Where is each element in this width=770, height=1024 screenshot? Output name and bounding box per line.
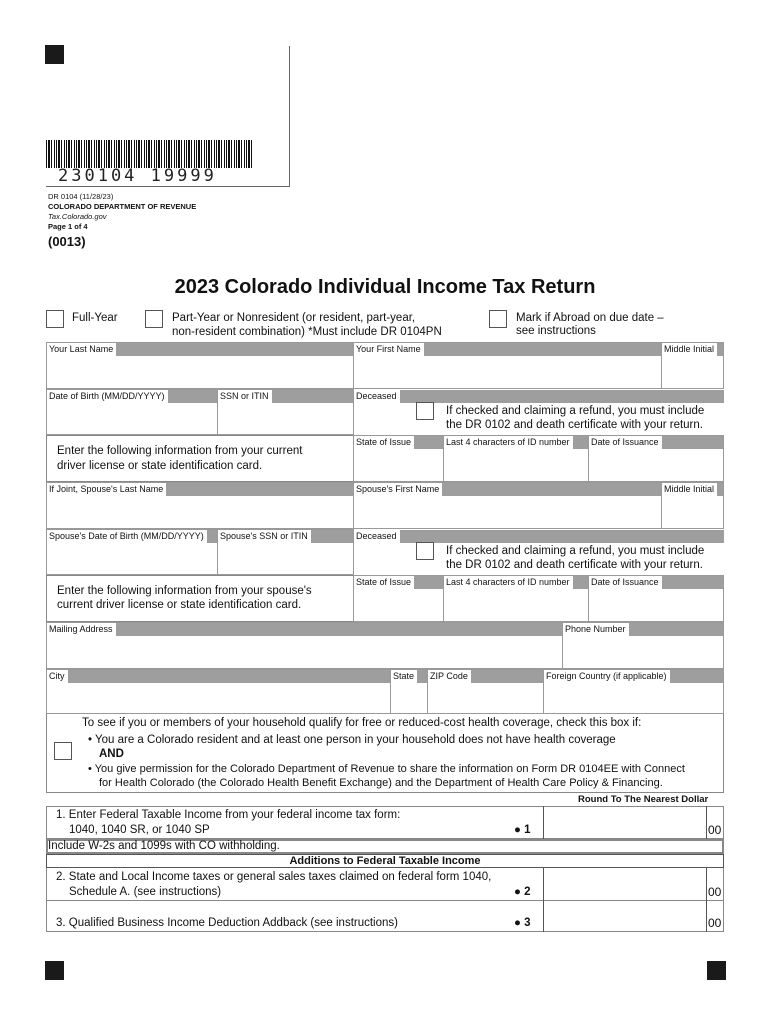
id-last4-label: Last 4 characters of ID number: [444, 436, 588, 449]
line-1-text-b: 1040, 1040 SR, or 1040 SP: [69, 824, 210, 836]
full-year-checkbox[interactable]: [46, 310, 64, 328]
state-of-issue-label: State of Issue: [354, 436, 443, 449]
line-2-number: ● 2: [514, 886, 531, 898]
phone-number-label: Phone Number: [563, 623, 723, 636]
deceased-label: Deceased: [354, 390, 724, 403]
dob-label: Date of Birth (MM/DD/YYYY): [47, 390, 217, 403]
spouse-deceased-note-1: If checked and claiming a refund, you must include: [446, 545, 705, 557]
spouse-last-name-label: If Joint, Spouse's Last Name: [47, 483, 353, 496]
health-coverage-checkbox[interactable]: [54, 742, 72, 760]
abroad-checkbox[interactable]: [489, 310, 507, 328]
line-2-cents: 00: [708, 885, 722, 899]
health-bullet-2b: for Health Colorado (the Colorado Health Benefit Exchange) and the Department of Health Care Policy & Financing.: [99, 777, 663, 789]
zip-code-label: ZIP Code: [428, 670, 543, 683]
id-prompt-2: driver license or state identification card.: [57, 460, 263, 472]
line-1-number: ● 1: [514, 824, 531, 836]
spouse-id-prompt-2: current driver license or state identification card.: [57, 599, 302, 611]
spouse-id-last4-label: Last 4 characters of ID number: [444, 576, 588, 589]
id-prompt-1: Enter the following information from your current: [57, 445, 303, 457]
abroad-label-2: see instructions: [516, 325, 596, 337]
ssn-label: SSN or ITIN: [218, 390, 353, 403]
deceased-note-1: If checked and claiming a refund, you must include: [446, 405, 705, 417]
state-label: State: [391, 670, 427, 683]
line-3-cents: 00: [708, 916, 722, 930]
registration-mark-bottom-right: [707, 961, 726, 980]
line-1-amount-field[interactable]: [543, 806, 707, 839]
spouse-dob-label: Spouse's Date of Birth (MM/DD/YYYY): [47, 530, 217, 543]
health-bullet-2a: • You give permission for the Colorado Department of Revenue to share the information on Form DR 0104EE with Connect: [88, 763, 685, 775]
line-3-text: 3. Qualified Business Income Deduction Addback (see instructions): [56, 917, 398, 929]
spouse-date-of-issuance-label: Date of Issuance: [589, 576, 723, 589]
round-note: Round To The Nearest Dollar: [578, 794, 709, 805]
part-year-label-2: non-resident combination) *Must include DR 0104PN: [172, 326, 442, 338]
line-2-text-b: Schedule A. (see instructions): [69, 886, 222, 898]
deceased-checkbox[interactable]: [416, 402, 434, 420]
spouse-id-prompt-1: Enter the following information from your spouse's: [57, 585, 312, 597]
health-intro: To see if you or members of your household qualify for free or reduced-cost health coverage, check this box if:: [82, 717, 642, 729]
full-year-label: Full-Year: [72, 312, 118, 324]
spouse-deceased-note-2: the DR 0102 and death certificate with your return.: [446, 559, 703, 571]
form-id: DR 0104 (11/28/23): [48, 192, 114, 201]
abroad-label-1: Mark if Abroad on due date –: [516, 312, 664, 324]
mailing-address-label: Mailing Address: [47, 623, 562, 636]
department-name: COLORADO DEPARTMENT OF REVENUE: [48, 202, 197, 211]
barcode: [46, 140, 252, 168]
health-and: AND: [99, 748, 124, 760]
additions-header: Additions to Federal Taxable Income: [46, 854, 724, 868]
line-3-number: ● 3: [514, 917, 531, 929]
line-2-text-a: 2. State and Local Income taxes or general sales taxes claimed on federal form 1040,: [56, 871, 492, 883]
barcode-number: 230104 19999: [58, 166, 217, 186]
header-divider-horizontal: [46, 186, 290, 187]
deceased-note-2: the DR 0102 and death certificate with your return.: [446, 419, 703, 431]
form-code: (0013): [48, 234, 86, 249]
spouse-first-name-label: Spouse's First Name: [354, 483, 661, 496]
part-year-checkbox[interactable]: [145, 310, 163, 328]
foreign-country-label: Foreign Country (if applicable): [544, 670, 723, 683]
line-3-amount-field[interactable]: [543, 901, 707, 932]
last-name-label: Your Last Name: [47, 343, 353, 356]
registration-mark-top-left: [45, 45, 64, 64]
withholding-note: Include W-2s and 1099s with CO withholding.: [48, 840, 280, 852]
header-divider-vertical: [289, 46, 290, 186]
registration-mark-bottom-left: [45, 961, 64, 980]
spouse-middle-initial-label: Middle Initial: [662, 483, 723, 496]
spouse-ssn-label: Spouse's SSN or ITIN: [218, 530, 353, 543]
line-1-text-a: 1. Enter Federal Taxable Income from your federal income tax form:: [56, 809, 401, 821]
part-year-label-1: Part-Year or Nonresident (or resident, part-year,: [172, 312, 416, 324]
page-title: 2023 Colorado Individual Income Tax Return: [174, 276, 596, 298]
spouse-deceased-label: Deceased: [354, 530, 724, 543]
date-of-issuance-label: Date of Issuance: [589, 436, 723, 449]
first-name-label: Your First Name: [354, 343, 661, 356]
spouse-state-of-issue-label: State of Issue: [354, 576, 443, 589]
page-number: Page 1 of 4: [48, 222, 88, 231]
city-label: City: [47, 670, 390, 683]
middle-initial-label: Middle Initial: [662, 343, 723, 356]
spouse-deceased-checkbox[interactable]: [416, 542, 434, 560]
line-2-amount-field[interactable]: [543, 868, 707, 901]
line-1-cents: 00: [708, 823, 722, 837]
health-bullet-1: • You are a Colorado resident and at least one person in your household does not have health coverage: [88, 734, 616, 746]
website: Tax.Colorado.gov: [48, 212, 107, 221]
